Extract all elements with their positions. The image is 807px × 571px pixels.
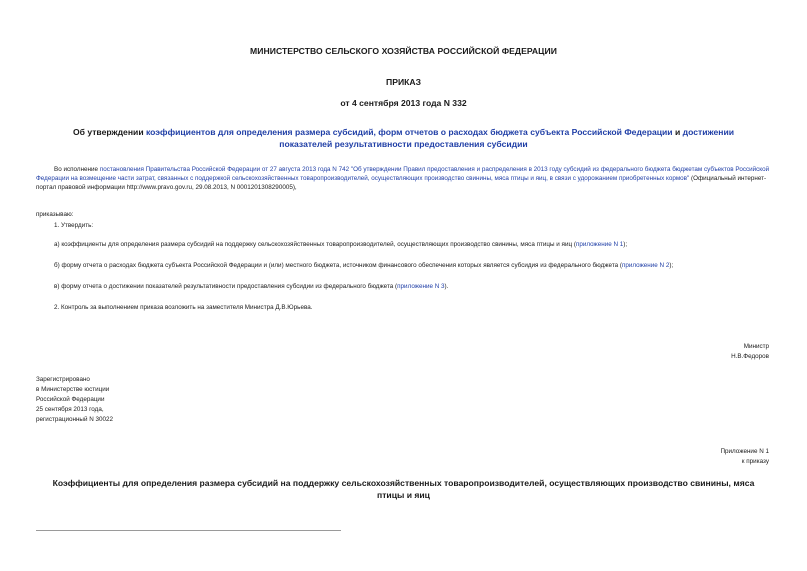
appendix-3-link[interactable]: приложение N 3 [397, 283, 445, 290]
document-type: ПРИКАЗ [386, 77, 421, 87]
preamble-tail: (Официальный интернет-портал правовой информации http://www.pravo.gov.ru, 29.08.2013, N 0001201308290005), [36, 175, 767, 191]
appendix-label: Приложение N 1 [720, 448, 769, 455]
signature-position: Министр [743, 343, 769, 350]
document-date-number: от 4 сентября 2013 года N 332 [340, 98, 467, 108]
order-title [60, 126, 747, 150]
registration-block [36, 375, 113, 425]
preamble-decree-link[interactable]: постановления Правительства Российской Федерации от 27 августа 2013 года N 742 "Об утверждении Правил предоставления и распределения в 2013 году субсидий из федерального бюджета бюджетам субъектов Российской Федерации на возмещение части затрат, связанных с поддержкой сельскохозяйственных товаропроизводителей, осуществляющих производство свинины, мяса птицы и яиц, в связи с удорожанием приобретенных кормов" [36, 166, 770, 182]
item-b-end: ); [669, 262, 674, 269]
appendix-1-link[interactable]: приложение N 1 [575, 241, 624, 248]
title-link-indicators[interactable]: достижении показателей результативности предоставления субсидии [279, 127, 735, 149]
appendix-label-block [721, 447, 769, 467]
registration-line: Зарегистрировано [36, 376, 90, 383]
footnote-divider [36, 530, 341, 531]
item-a-text: а) коэффициенты для определения размера субсидий на поддержку сельскохозяйственных товаропроизводителей, осуществляющих производство свинины, мяса птицы и яиц ( [54, 241, 576, 248]
registration-line: Российской Федерации [36, 396, 105, 403]
title-link-coefficients[interactable]: коэффициентов для определения размера субсидий, форм отчетов о расходах бюджета субъекта Российской Федерации [145, 127, 673, 137]
registration-line: регистрационный N 30022 [36, 416, 114, 423]
item-c [54, 282, 448, 291]
item-b [54, 261, 673, 270]
ministry-heading: МИНИСТЕРСТВО СЕЛЬСКОГО ХОЗЯЙСТВА РОССИЙСКОЙ ФЕДЕРАЦИИ [250, 46, 557, 56]
appendix-reference: к приказу [741, 458, 769, 465]
preamble-lead: Во исполнение [54, 166, 100, 173]
item-2: 2. Контроль за выполнением приказа возложить на заместителя Министра Д.В.Юрьева. [54, 304, 313, 311]
appendix-title: Коэффициенты для определения размера субсидий на поддержку сельскохозяйственных товаропроизводителей, осуществляющих производство свинины, мяса птицы и яиц [52, 478, 755, 500]
title-text-1: Об утверждении [72, 127, 146, 137]
item-b-text: б) форму отчета о расходах бюджета субъекта Российской Федерации и (или) местного бюджета, источником финансового обеспечения которых является субсидия из федерального бюджета ( [54, 262, 622, 269]
item-a-end: ); [623, 241, 628, 248]
appendix-2-link[interactable]: приложение N 2 [621, 262, 670, 269]
item-c-end: ). [444, 283, 449, 290]
item-a [54, 240, 627, 249]
signature-name: Н.В.Федоров [731, 353, 769, 360]
order-word: приказываю: [36, 211, 74, 218]
title-text-2: и [672, 127, 683, 137]
registration-line: в Министерстве юстиции [36, 386, 110, 393]
signature-block [731, 342, 769, 362]
item-c-text: в) форму отчета о достижении показателей результативности предоставления субсидии из федерального бюджета ( [54, 283, 398, 290]
registration-line: 25 сентября 2013 года, [36, 406, 104, 413]
preamble-paragraph [36, 165, 772, 192]
item-1: 1. Утвердить: [54, 222, 94, 229]
